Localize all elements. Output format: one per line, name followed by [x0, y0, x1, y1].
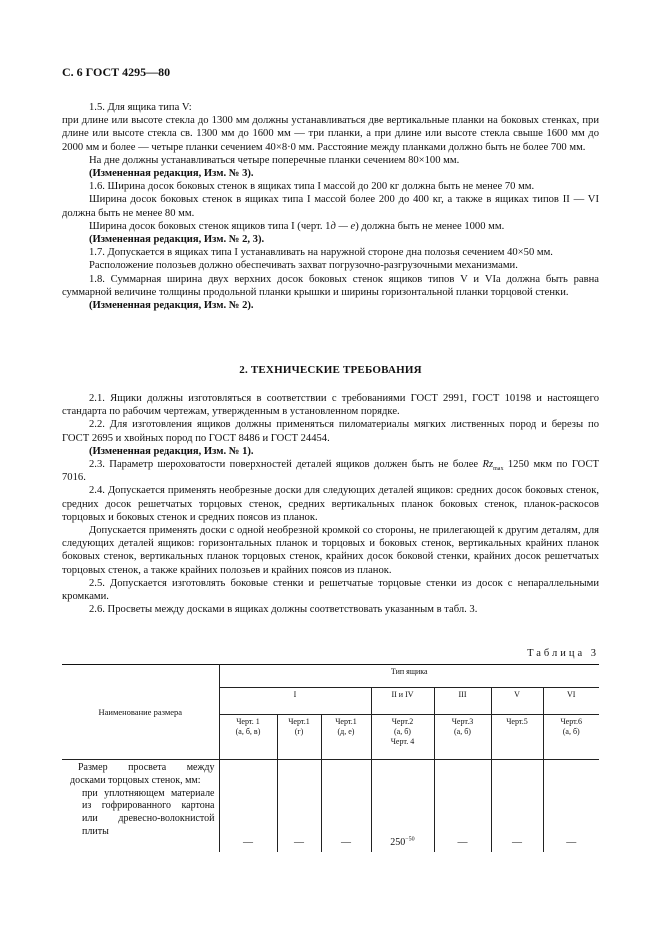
roughness-subscript: max	[493, 466, 504, 473]
drawing-variant: (а, б)	[562, 727, 580, 736]
row-name-sub: при уплотняющем материале из гофрированного картона или древесно-волокнистой плиты	[82, 787, 215, 837]
row-name-main: Размер просвета между досками торцовых стенок, мм:	[70, 762, 215, 786]
paragraph-1-7-b: Расположение полозьев должно обеспечивать захват погрузочно-разгрузочными механизмами.	[89, 260, 518, 272]
paragraph-1-5-text: при длине или высоте стекла до 1300 мм должны устанавливаться две вертикальные планки на боковых стенках, при длине или высоте стекла св. 1300 мм до 1600 мм — три планки, а при длине или высоте стекла свыше 1600 мм до 2000 мм и более — четыре планки сечением 40×8·0 мм. Расстояние между планками должно быть не более 700 мм.	[62, 115, 599, 153]
table-row	[62, 760, 599, 853]
paragraph-1-6-c	[62, 220, 599, 233]
type-header: III	[434, 688, 491, 715]
edit-note: (Измененная редакция, Изм. № 3).	[89, 168, 254, 180]
cell-tolerance: −50	[405, 836, 415, 843]
paragraph-1-6-c-start: Ширина досок боковых стенок ящиков типа I (черт. 1	[89, 220, 331, 232]
paragraph-2-2: 2.2. Для изготовления ящиков должны применяться пиломатериалы мягких лиственных пород и березы по ГОСТ 2695 и хвойных пород по ГОСТ 8486 и ГОСТ 24454.	[62, 419, 599, 444]
drawing-label: Черт.3	[451, 717, 474, 726]
drawing-label: Черт.1	[335, 717, 357, 726]
table-header-name: Наименование размера	[62, 665, 219, 760]
table-3	[62, 664, 599, 852]
paragraph-1-6-c-end: ) должна быть не менее 1000 мм.	[355, 220, 505, 232]
section-2-title: 2. ТЕХНИЧЕСКИЕ ТРЕБОВАНИЯ	[239, 364, 422, 376]
paragraph-2-3-end: 1250 мкм по ГОСТ 7016.	[62, 459, 599, 484]
drawing-variant: (а, б)	[454, 727, 471, 736]
table-cell: —	[434, 760, 491, 853]
drawing-header	[321, 715, 371, 760]
edit-note: (Измененная редакция, Изм. № 2).	[89, 300, 254, 312]
drawing-header	[277, 715, 321, 760]
drawing-label: Черт.2	[391, 717, 414, 726]
cell-value: 250	[390, 837, 406, 849]
paragraph-2-4-b: Допускается применять доски с одной необрезной кромкой со стороны, не прилегающей к другим деталям, для следующих деталей ящиков: горизонтальных планок и торцовых и боковых стенок, вертикальных крайних планок боковых стенок, вертикальных планок торцовых стенок, крайних досок боковой стенки, крайних досок решетчатых торцовых стенок, а также крайних полозьев и крайних поясов из планок.	[62, 525, 599, 576]
paragraph-1-6-b: Ширина досок боковых стенок в ящиках типа I массой более 200 до 400 кг, а также в ящиках типов II — VI должна быть не менее 80 мм.	[62, 194, 599, 219]
table-caption: Таблица 3	[527, 648, 599, 659]
paragraph-2-3	[62, 458, 599, 484]
paragraph-1-8: 1.8. Суммарная ширина двух верхних досок боковых стенок ящиков типов V и VIa должна быть равна суммарной величине толщины продольной планки крышки и ширины горизонтальной планки торцовой стенки.	[62, 273, 599, 298]
drawing-header	[371, 715, 434, 760]
drawing-variant: (а, б, в)	[235, 727, 261, 736]
drawing-header	[219, 715, 277, 760]
drawing-variant: (г)	[294, 727, 304, 736]
section-1-continued	[62, 101, 599, 312]
drawing-label: Черт.5	[506, 717, 528, 726]
drawing-header	[491, 715, 543, 760]
paragraph-1-7-a: 1.7. Допускается в ящиках типа I устанавливать на наружной стороне дна полозья сечением 40×50 мм.	[89, 247, 553, 259]
type-header: VI	[543, 688, 599, 715]
drawing-label: Черт. 1	[236, 717, 260, 726]
paragraph-1-5-bottom: На дне должны устанавливаться четыре поперечные планки сечением 80×100 мм.	[89, 154, 460, 166]
drawing-header	[434, 715, 491, 760]
table-cell: —	[543, 760, 599, 853]
paragraph-2-4-a: 2.4. Допускается применять необрезные доски для следующих деталей ящиков: средних досок боковых стенок, средних досок решетчатых торцовых стенок, средних вертикальных планок боковых стенок, планок-раскосов торцовых и боковых стенок и средних поясов из планок.	[62, 485, 599, 523]
type-header: V	[491, 688, 543, 715]
drawing-header	[543, 715, 599, 760]
type-header: II и IV	[371, 688, 434, 715]
paragraph-1-5-title: 1.5. Для ящика типа V:	[89, 102, 192, 113]
drawing-variant: (д, е)	[337, 727, 355, 736]
edit-note: (Измененная редакция, Изм. № 2, 3).	[89, 234, 265, 246]
paragraph-2-3-start: 2.3. Параметр шероховатости поверхностей деталей ящиков должен быть не более	[89, 459, 483, 471]
paragraph-2-5: 2.5. Допускается изготовлять боковые стенки и решетчатые торцовые стенки из досок с непараллельными кромками.	[62, 577, 599, 603]
table-cell: —	[219, 760, 277, 853]
paragraph-1-6-c-italic: д — е	[330, 220, 356, 232]
paragraph-1-6-a: 1.6. Ширина досок боковых стенок в ящиках типа I массой до 200 кг должна быть не менее 70 мм.	[89, 181, 535, 193]
row-name	[62, 760, 219, 853]
section-2-body	[62, 392, 599, 616]
drawing-label: Черт.6	[560, 717, 583, 726]
drawing-variant: (а, б)	[394, 727, 411, 736]
edit-note: (Измененная редакция, Изм. № 1).	[89, 445, 254, 457]
table-header-group: Тип ящика	[219, 665, 599, 688]
table-cell: —	[321, 760, 371, 853]
type-header: I	[219, 688, 371, 715]
page-header: С. 6 ГОСТ 4295—80	[62, 65, 171, 79]
drawing-extra: Черт. 4	[390, 737, 415, 746]
paragraph-2-1: 2.1. Ящики должны изготовляться в соответствии с требованиями ГОСТ 2991, ГОСТ 10198 и настоящего стандарта по рабочим чертежам, утвержденным в установленном порядке.	[62, 393, 599, 418]
table-cell: —	[491, 760, 543, 853]
table-cell	[371, 760, 434, 853]
table-cell: —	[277, 760, 321, 853]
drawing-label: Черт.1	[288, 717, 310, 726]
roughness-symbol: Rz	[482, 459, 494, 471]
paragraph-2-6: 2.6. Просветы между досками в ящиках должны соответствовать указанным в табл. 3.	[89, 604, 478, 616]
